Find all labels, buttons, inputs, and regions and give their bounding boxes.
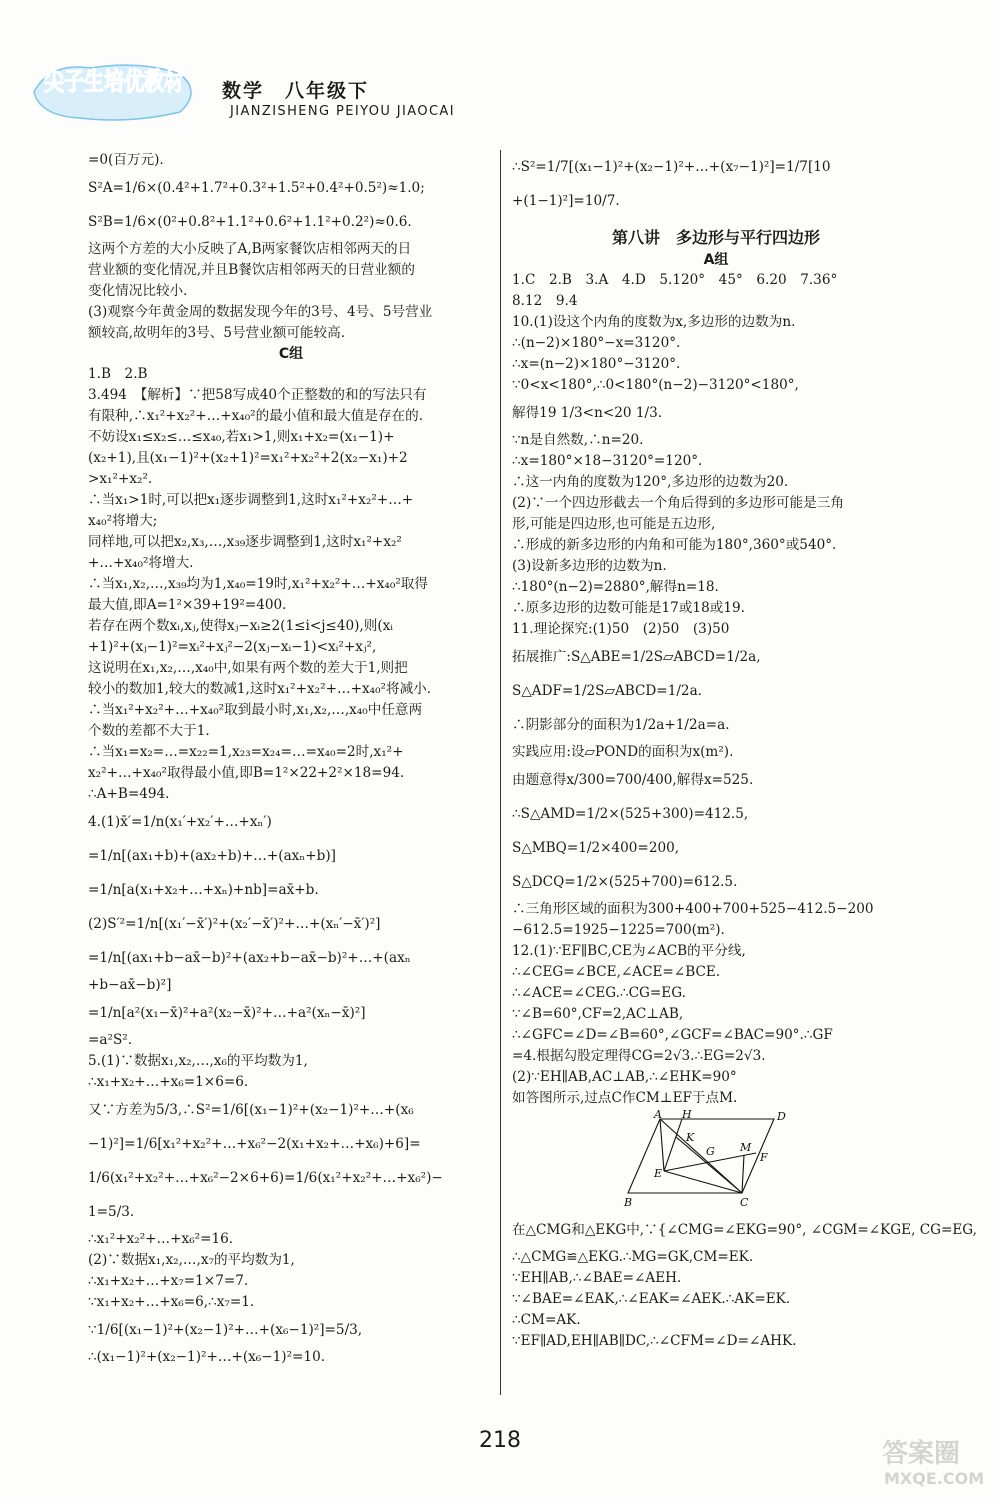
text-line: ∴x₁²+x₂²+…+x₆²=16. [88, 1231, 234, 1247]
c-group-answers [88, 364, 494, 805]
text-line: ∴CM=AK. [512, 1312, 581, 1328]
text-line: 1/6(x₁²+x₂²+…+x₆²−2×6+6)=1/6(x₁²+x₂²+…+x₆²)− [88, 1170, 443, 1186]
text-line: 3.494 【解析】∵把58写成40个正整数的和的写法只有 [88, 387, 427, 403]
text-line: ∴180°(n−2)=2880°,解得n=18. [512, 579, 719, 595]
text-line: (2)∵一个四边形截去一个角后得到的多边形可能是三角 [512, 495, 844, 511]
page-number: 218 [479, 1428, 521, 1453]
text-line: =4.根据勾股定理得CG=2√3.∴EG=2√3. [512, 1048, 766, 1064]
segment-ae [660, 1119, 664, 1171]
point-label: D [777, 1110, 786, 1123]
text-line: 有限种,∴x₁²+x₂²+…+x₄₀²的最小值和最大值是存在的. [88, 408, 424, 424]
page-header [30, 58, 990, 128]
segment-cm [742, 1155, 744, 1193]
text-line: −612.5=1925−1225=700(m²). [512, 922, 725, 938]
text-line: 拓展推广:S△ABE=1/2S▱ABCD=1/2a, [512, 649, 761, 665]
text-line: ∵0<x<180°,∴0<180°(n−2)−3120°<180°, [512, 377, 799, 393]
text-line: ∴x₁+x₂+…+x₇=1×7=7. [88, 1273, 249, 1289]
text-line: ∴(x₁−1)²+(x₂−1)²+…+(x₆−1)²=10. [88, 1349, 326, 1365]
text-line: 在△CMG和△EKG中,∵{∠CMG=∠EKG=90°, ∠CGM=∠KGE, CG=EG, [512, 1222, 977, 1238]
text-line: =1/n[(ax₁+b)+(ax₂+b)+…+(axₙ+b)] [88, 848, 336, 864]
text-line: ∴∠ACE=∠CEG.∴CG=EG. [512, 985, 686, 1001]
text-line: ∵1/6[(x₁−1)²+(x₂−1)²+…+(x₆−1)²]=5/3, [88, 1322, 363, 1338]
watermark-logo [878, 1432, 988, 1492]
stats-continuation [88, 150, 494, 344]
text-line: 8.12 9.4 [512, 293, 578, 309]
text-line: ∵∠BAE=∠EAK,∴∠EAK=∠AEK.∴AK=EK. [512, 1291, 791, 1307]
text-line: 若存在两个数xᵢ,xⱼ,使得xⱼ−xᵢ≥2(1≤i<j≤40),则(xᵢ [88, 618, 394, 634]
text-line: 形,可能是四边形,也可能是五边形, [512, 516, 716, 532]
text-line: ∴∠GFC=∠D=∠B=60°,∠GCF=∠BAC=90°.∴GF [512, 1027, 833, 1043]
text-line: ∵EH∥AB,∴∠BAE=∠AEH. [512, 1270, 682, 1286]
text-line: 最大值,即A=1²×39+19²=400. [88, 597, 287, 613]
text-line: 又∵方差为5/3,∴S²=1/6[(x₁−1)²+(x₂−1)²+…+(x₆ [88, 1102, 414, 1118]
question-5-answer [88, 1051, 494, 1368]
text-line: 1.C 2.B 3.A 4.D 5.120° 45° 6.20 7.36° [512, 272, 838, 288]
text-line: ∴形成的新多边形的内角和可能为180°,360°或540°. [512, 537, 837, 553]
watermark-title: 答案圈 [882, 1439, 961, 1469]
text-line: 如答图所示,过点C作CM⊥EF于点M. [512, 1090, 738, 1106]
text-line: =0(百万元). [88, 152, 164, 168]
text-line: 额较高,故明年的3号、5号营业额可能较高. [88, 325, 346, 341]
text-line: 个数的差都不大于1. [88, 723, 210, 739]
right-column [512, 150, 977, 1352]
text-line: S△ADF=1/2S▱ABCD=1/2a. [512, 683, 703, 699]
text-line: ∴S²=1/7[(x₁−1)²+(x₂−1)²+…+(x₇−1)²]=1/7[10 [512, 159, 831, 175]
text-line: (2)S′²=1/n[(x₁′−x̄′)²+(x₂′−x̄′)²+…+(xₙ′−x̄′)²] [88, 916, 381, 932]
text-line: 1.B 2.B [88, 366, 148, 382]
text-line: (x₂+1),且(x₁−1)²+(x₂+1)²=x₁²+x₂²+2(x₂−x₁)+2 [88, 450, 408, 466]
text-line: 这两个方差的大小反映了A,B两家餐饮店相邻两天的日 [88, 241, 412, 257]
text-line: ∴这一内角的度数为120°,多边形的边数为20. [512, 474, 789, 490]
text-line: S△DCQ=1/2×(525+700)=612.5. [512, 874, 738, 890]
text-line: 解得19 1/3<n<20 1/3. [512, 405, 663, 421]
text-line: =a²S². [88, 1032, 133, 1048]
text-line: ∴A+B=494. [88, 786, 170, 802]
text-line: (2)∵数据x₁,x₂,…,x₇的平均数为1, [88, 1252, 295, 1268]
text-line: (3)设新多边形的边数为n. [512, 558, 667, 574]
point-label: M [740, 1141, 752, 1154]
text-line: −1)²]=1/6[x₁²+x₂²+…+x₆²−2(x₁+x₂+…+x₆)+6]= [88, 1136, 421, 1152]
text-line: =1/n[a(x₁+x₂+…+xₙ)+nb]=ax̄+b. [88, 882, 319, 898]
point-label: B [624, 1196, 633, 1209]
text-line: ∴当x₁>1时,可以把x₁逐步调整到1,这时x₁²+x₂²+…+ [88, 492, 414, 508]
text-line: 由题意得x/300=700/400,解得x=525. [512, 772, 754, 788]
text-line: 不妨设x₁≤x₂≤…≤x₄₀,若x₁>1,则x₁+x₂=(x₁−1)+ [88, 429, 395, 445]
text-line: 实践应用:设▱POND的面积为x(m²). [512, 744, 734, 760]
text-line: S△MBQ=1/2×400=200, [512, 840, 680, 856]
text-line: ∵EF∥AD,EH∥AB∥DC,∴∠CFM=∠D=∠AHK. [512, 1333, 797, 1349]
text-line: ∵∠B=60°,CF=2,AC⊥AB, [512, 1006, 684, 1022]
text-line: (2)∵EH∥AB,AC⊥AB,∴∠EHK=90° [512, 1069, 737, 1085]
question-4-answer [88, 805, 494, 1051]
figure-lines [628, 1119, 774, 1193]
book-logo [30, 58, 205, 124]
text-line: ∴x=(n−2)×180°−3120°. [512, 356, 681, 372]
column-divider [500, 150, 501, 1395]
text-line: ∴三角形区域的面积为300+400+700+525−412.5−200 [512, 901, 874, 917]
point-label: K [686, 1131, 695, 1144]
text-line: 这说明在x₁,x₂,…,x₄₀中,如果有两个数的差大于1,则把 [88, 660, 408, 676]
text-line: ∴x₁+x₂+…+x₆=1×6=6. [88, 1074, 249, 1090]
text-line: 10.(1)设这个内角的度数为x,多边形的边数为n. [512, 314, 796, 330]
point-label: G [706, 1145, 715, 1158]
group-heading-c: C组 [278, 346, 304, 362]
text-line: +(1−1)²]=10/7. [512, 193, 620, 209]
text-line: ∴S△AMD=1/2×(525+300)=412.5, [512, 806, 749, 822]
text-line: +b−ax̄−b)²] [88, 977, 172, 993]
subject-title: 数学 八年级下 [222, 80, 370, 102]
text-line: +…+x₄₀²将增大. [88, 555, 194, 571]
logo-text: 尖子生培优教材 [44, 67, 184, 96]
text-line: ∵n是自然数,∴n=20. [512, 432, 644, 448]
group-heading-a: A组 [703, 252, 729, 268]
text-line: ∴当x₁,x₂,…,x₃₉均为1,x₄₀=19时,x₁²+x₂²+…+x₄₀²取得 [88, 576, 428, 592]
text-line: ∴x=180°×18−3120°=120°. [512, 453, 703, 469]
text-line: 1=5/3. [88, 1204, 135, 1220]
text-line: x₄₀²将增大; [88, 513, 158, 529]
text-line: =1/n[(ax₁+b−ax̄−b)²+(ax₂+b−ax̄−b)²+…+(axₙ [88, 950, 411, 966]
parallelogram-figure [624, 1108, 804, 1209]
text-line: 5.(1)∵数据x₁,x₂,…,x₆的平均数为1, [88, 1053, 308, 1069]
text-line: 4.(1)x̄′=1/n(x₁′+x₂′+…+xₙ′) [88, 814, 272, 830]
text-line: 同样地,可以把x₂,x₃,…,x₃₉逐步调整到1,这时x₁²+x₂² [88, 534, 402, 550]
text-line: 较小的数加1,较大的数减1,这时x₁²+x₂²+…+x₄₀²将减小. [88, 681, 432, 697]
text-line: 变化情况比较小. [88, 283, 188, 299]
text-line: (3)观察今年黄金周的数据发现今年的3号、4号、5号营业 [88, 304, 433, 320]
text-line: ∴∠CEG=∠BCE,∠ACE=∠BCE. [512, 964, 721, 980]
text-line: +1)²+(xⱼ−1)²=xᵢ²+xⱼ²−2(xⱼ−xᵢ−1)<xᵢ²+xⱼ², [88, 639, 377, 655]
series-pinyin: JIANZISHENG PEIYOU JIAOCAI [230, 104, 455, 119]
text-line: ∴△CMG≌△EKG.∴MG=GK,CM=EK. [512, 1249, 754, 1265]
point-label: E [654, 1167, 663, 1180]
watermark-url: MXQE.COM [884, 1469, 985, 1488]
point-label: F [760, 1151, 768, 1164]
text-line: 营业额的变化情况,并且B餐饮店相邻两天的日营业额的 [88, 262, 415, 278]
point-label: A [654, 1108, 662, 1121]
left-column [88, 150, 494, 1368]
text-line: ∴阴影部分的面积为1/2a+1/2a=a. [512, 717, 730, 733]
text-line: x₂²+…+x₄₀²取得最小值,即B=1²×22+2²×18=94. [88, 765, 405, 781]
a-group-answers [512, 270, 920, 1109]
text-line: S²B=1/6×(0²+0.8²+1.1²+0.6²+1.1²+0.2²)≈0.6. [88, 214, 412, 230]
text-line: S²A=1/6×(0.4²+1.7²+0.3²+1.5²+0.4²+0.5²)≈1.0; [88, 180, 425, 196]
variance-continuation [512, 150, 920, 218]
point-label: C [740, 1196, 749, 1209]
text-line: ∴(n−2)×180°−x=3120°. [512, 335, 681, 351]
text-line: ∴当x₁²+x₂²+…+x₄₀²取到最小时,x₁,x₂,…,x₄₀中任意两 [88, 702, 423, 718]
text-line: 11.理论探究:(1)50 (2)50 (3)50 [512, 621, 730, 637]
section-heading: 第八讲 多边形与平行四边形 [611, 228, 820, 247]
text-line: =1/n[a²(x₁−x̄)²+a²(x₂−x̄)²+…+a²(xₙ−x̄)²] [88, 1005, 366, 1021]
text-line: 12.(1)∵EF∥BC,CE为∠ACB的平分线, [512, 943, 746, 959]
text-line: ∴当x₁=x₂=…=x₂₂=1,x₂₃=x₂₄=…=x₄₀=2时,x₁²+ [88, 744, 404, 760]
segment-he [664, 1119, 682, 1171]
text-line: ∴原多边形的边数可能是17或18或19. [512, 600, 745, 616]
text-line: ∵x₁+x₂+…+x₆=6,∴x₇=1. [88, 1294, 255, 1310]
text-line: >x₁²+x₂². [88, 471, 153, 487]
congruence-proof [512, 1213, 977, 1352]
point-label: H [682, 1108, 692, 1121]
